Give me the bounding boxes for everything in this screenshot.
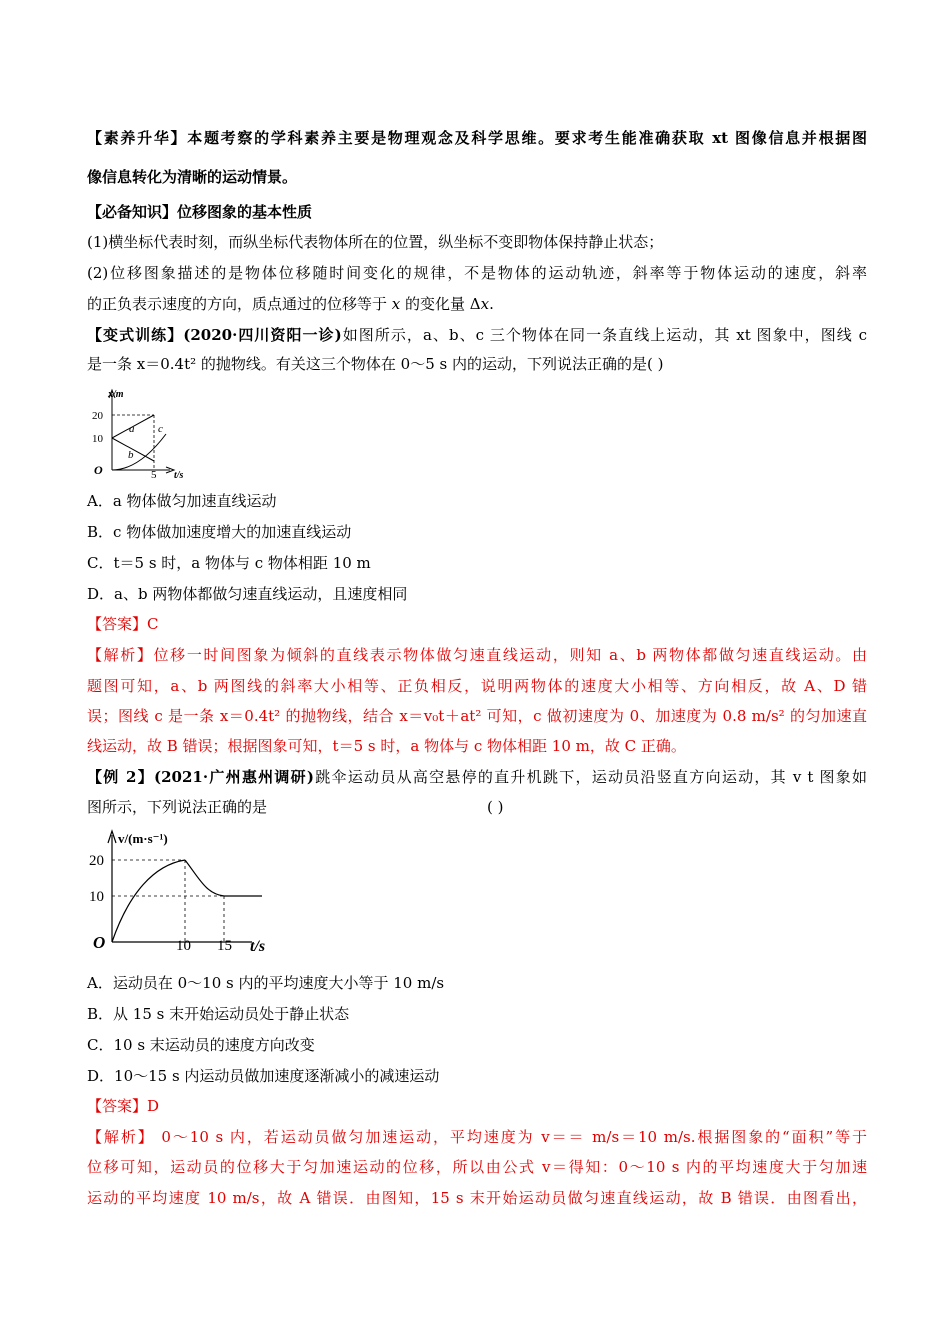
q1-explanation-line3: 误；图线 c 是一条 x＝0.4t² 的抛物线，结合 x＝v₀t＋at² 可知，c 做初速度为 0、加速度为 0.8 m/s² 的匀加速直 xyxy=(87,707,867,725)
knowledge-title: 【必备知识】位移图象的基本性质 xyxy=(87,203,313,221)
q2-explanation-line3: 运动的平均速度 10 m/s，故 A 错误．由图知，15 s 末开始运动员做匀速直线运动，故 B 错误．由图看出， xyxy=(87,1189,867,1207)
xt-ylabel: x/m xyxy=(108,389,124,400)
q1-option-c: C．t＝5 s 时，a 物体与 c 物体相距 10 m xyxy=(87,554,371,572)
vt-xlabel: t/s xyxy=(250,938,266,955)
q1-explanation-line1: 【解析】位移一时间图象为倾斜的直线表示物体做匀速直线运动，则知 a、b 两物体都做匀速直线运动。由 xyxy=(87,646,867,664)
vt-origin: O xyxy=(93,933,106,952)
q2-source: (2021·广州惠州调研) xyxy=(153,768,314,786)
q1-stem-line1 xyxy=(87,325,867,345)
q2-vt-graph xyxy=(84,823,284,958)
vt-xtick-15: 15 xyxy=(217,938,232,954)
q1-explanation-line4: 线运动，故 B 错误；根据图象可知，t＝5 s 时，a 物体与 c 物体相距 10 m，故 C 正确。 xyxy=(87,737,686,755)
xt-xlabel: t/s xyxy=(174,470,184,481)
q1-option-a: A．a 物体做匀加速直线运动 xyxy=(87,492,277,510)
vt-xtick-10: 10 xyxy=(176,938,191,954)
literacy-paragraph-line1: 【素养升华】本题考察的学科素养主要是物理观念及科学思维。要求考生能准确获取 xt 图像信息并根据图 xyxy=(87,129,867,147)
xt-ytick-10: 10 xyxy=(92,433,103,445)
vt-ytick-10: 10 xyxy=(89,889,104,905)
vt-curve-accel xyxy=(112,860,185,942)
item2-text-end: . xyxy=(489,295,494,313)
q1-source: (2020·四川资阳一诊) xyxy=(183,326,342,344)
item2-var-x: x xyxy=(391,295,401,313)
xt-label-a: a xyxy=(129,423,135,435)
q2-explanation-line1: 【解析】 0～10 s 内，若运动员做匀加速运动，平均速度为 v＝＝ m/s＝10 m/s.根据图象的“面积”等于 xyxy=(87,1128,867,1146)
q2-explanation-line2: 位移可知，运动员的位移大于匀加速运动的位移，所以由公式 v＝得知：0～10 s 内的平均速度大于匀加速 xyxy=(87,1158,867,1176)
q2-answer: 【答案】D xyxy=(87,1097,160,1115)
q2-stem-text: 跳伞运动员从高空悬停的直升机跳下，运动员沿竖直方向运动，其 v t 图象如 xyxy=(314,768,868,786)
q1-option-d: D．a、b 两物体都做匀速直线运动，且速度相同 xyxy=(87,585,408,603)
q2-stem-text-2: 图所示，下列说法正确的是 xyxy=(87,798,268,816)
q2-answer-paren: ( ) xyxy=(487,798,504,816)
q2-tag: 【例 2】 xyxy=(87,768,154,786)
item2-text-post: 的变化量 Δ xyxy=(400,295,481,313)
q1-tag: 【变式训练】 xyxy=(87,326,184,344)
vt-ytick-20: 20 xyxy=(89,853,104,869)
q1-option-b: B．c 物体做加速度增大的加速直线运动 xyxy=(87,523,352,541)
q1-explanation-line2: 题图可知，a、b 两图线的斜率大小相等、正负相反，说明两物体的速度大小相等、方向相反，故 A、D 错 xyxy=(87,677,867,695)
xt-xtick-5: 5 xyxy=(151,469,157,481)
literacy-paragraph-line2: 像信息转化为清晰的运动情景。 xyxy=(87,168,298,186)
xt-label-c: c xyxy=(158,423,163,435)
xt-label-b: b xyxy=(128,449,134,461)
xt-curve-c xyxy=(112,434,166,470)
q1-stem-text: 如图所示，a、b、c 三个物体在同一条直线上运动，其 xt 图象中，图线 c xyxy=(341,326,867,344)
vt-curve-decel xyxy=(185,860,224,896)
q1-answer: 【答案】C xyxy=(87,615,159,633)
q2-option-d: D．10～15 s 内运动员做加速度逐渐减小的减速运动 xyxy=(87,1067,440,1085)
q1-stem-line2: 是一条 x＝0.4t² 的抛物线。有关这三个物体在 0～5 s 内的运动，下列说法正确的是( ) xyxy=(87,355,664,373)
q2-option-b: B．从 15 s 末开始运动员处于静止状态 xyxy=(87,1005,350,1023)
knowledge-item-2-line1: (2)位移图象描述的是物体位移随时间变化的规律，不是物体的运动轨迹，斜率等于物体运动的速度，斜率 xyxy=(87,264,867,282)
q1-xt-graph xyxy=(84,382,204,482)
q2-stem-line1 xyxy=(87,767,867,787)
knowledge-item-1: (1)横坐标代表时刻，而纵坐标代表物体所在的位置，纵坐标不变即物体保持静止状态； xyxy=(87,233,664,251)
q2-option-c: C．10 s 末运动员的速度方向改变 xyxy=(87,1036,315,1054)
item2-var-x2: x xyxy=(480,295,490,313)
xt-ytick-20: 20 xyxy=(92,410,103,422)
q2-stem-line2 xyxy=(87,797,867,817)
item2-text-pre: 的正负表示速度的方向，质点通过的位移等于 xyxy=(87,295,392,313)
knowledge-item-2-line2 xyxy=(87,294,867,314)
q2-option-a: A．运动员在 0～10 s 内的平均速度大小等于 10 m/s xyxy=(87,974,445,992)
xt-origin: O xyxy=(94,463,103,477)
vt-ylabel: v/(m·s⁻¹) xyxy=(118,831,168,846)
